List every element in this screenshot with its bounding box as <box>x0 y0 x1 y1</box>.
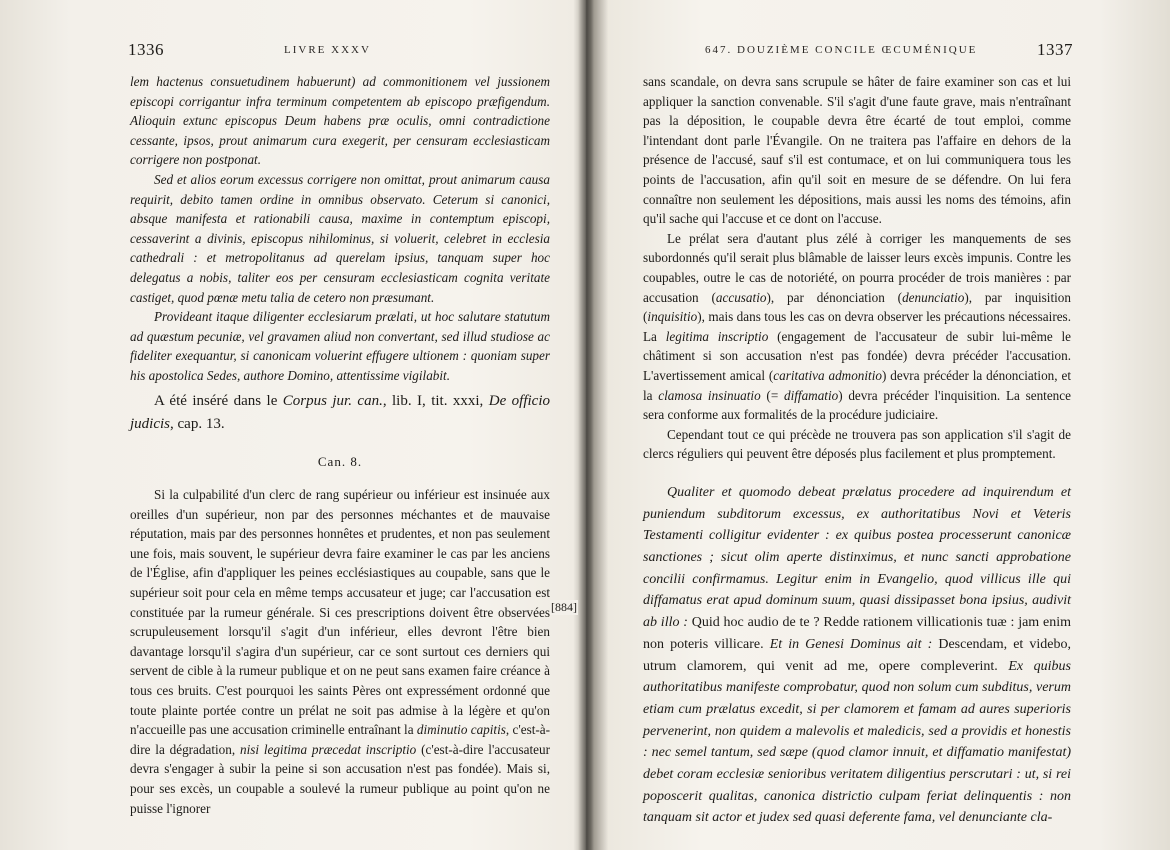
french-paragraph: sans scandale, on devra sans scrupule se hâter de faire examiner son cas et lui appliquer la sanction convenable. S'il s'agit d'une faute grave, mais n'entraînant pas la déposition, le coupable devra être écarté de tout emploi, comme l'intendant dont parle l'Évangile. On ne traitera pas l'affaire en dehors de la présence de l'accusé, sauf s'il est contumace, et on lui communiquera tous les points de l'accusation, afin qu'il soit en mesure de se défendre. On lui fera connaître non seulement les dépositions, mais aussi les noms des témoins, afin qu'il sache qui l'accuse et ce dont on l'accuse. <box>643 74 1071 227</box>
text-run: ), par dénonciation ( <box>766 289 903 305</box>
latin-term: diminutio capitis <box>416 722 506 738</box>
ref-source: De officio judicis <box>130 392 550 432</box>
text-run: Ex quibus authoritatibus manifeste comprobatur, quod non solum cum subditus, verum etiam cum prælatus excedit, si per clamorem et famam ad aures superioris pervenerint, non quidem a malevolis et maledicis, sed a providis et honestis : nec semel tantum, sed sæpe (quod clamor innuit, et diffamatio manifestat) debet coram ecclesiæ senioribus veritatem diligentius perscrutari : ut, si rei poposcerit qualitas, canonica districtio culpam feriat delinquentis : non tanquam sit actor et judex sed quasi deferente fama, vel denunciante cla- <box>643 658 1071 826</box>
ref-text: , cap. 13. <box>170 415 225 432</box>
text-run: Et in Genesi Dominus ait : <box>763 636 939 652</box>
ref-text: , lib. I, tit. xxxi, <box>382 392 489 409</box>
text-run: Le prélat sera d'autant plus zélé à corriger les manquements de ses subordonnés qu'il serait plus blâmable de laisser leurs excès impunis. Contre les coupables, outre le cas de notoriété, on pourra procéder de trois manières : par accusation ( <box>643 230 1071 305</box>
ref-text: A été inséré dans le <box>154 392 283 409</box>
reference-note <box>130 390 550 436</box>
latin-paragraph: Provideant itaque diligenter ecclesiarum prælati, ut hoc salutare statutum ad quæstum pecuniæ, vel gravamen aliud non convertant, sed illud studiose ac fideliter exequantur, si canonicam voluerint effugere ultionem : quoniam super his apostolica Sedes, authore Domino, attentissime vigilabit. <box>130 309 550 383</box>
text-run: (c'est-à-dire l'accusateur devra s'engager à subir la peine si son accusation n'est pas fondée). Mais si, pour ses excès, un coupable a soulevé la rumeur publique au point qu'on ne puisse l'ignorer <box>130 741 550 816</box>
quotation: Descendam, et videbo, utrum clamorem, qui venit ad me, opere compleverint. <box>643 636 1071 674</box>
latin-term: nisi legitima præcedat inscriptio <box>239 741 417 757</box>
quotation: Quid hoc audio de te ? Redde rationem villicationis tuæ : jam enim non poteris villicare. <box>643 615 1071 652</box>
latin-term: caritativa admonitio <box>773 367 882 383</box>
latin-term: accusatio <box>715 289 767 305</box>
text-run: Qualiter et quomodo debeat prælatus procedere ad inquirendum et puniendum subditorum excessus, ex authoritatibus Novi et Veteris Testamenti colligitur evidenter : ex quibus postea processerunt canonicæ sanctiones ; sicut olim aperte distinximus, et nunc sancti approbatione concilii confirmamus. Legitur enim in Evangelio, quod villicus ille qui diffamatus erat apud dominum suum, quasi dissipasset bona ipsius, audivit ab illo : <box>643 484 1071 631</box>
right-body <box>643 72 1071 829</box>
latin-paragraph: Sed et alios eorum excessus corrigere non omittat, prout animarum causa requirit, debito tamen ordine in omnibus observato. Ceterum si canonici, absque manifesta et rationabili causa, maxime in contemptum episcopi, cessaverint a divinis, episcopus nihilominus, si voluerit, celebret in ecclesia cathedrali : et metropolitanus ad querelam ipsius, tanquam super hoc delegatus a nobis, taliter eos per censuram ecclesiasticam cognita veritate castiget, quod pœnæ metu talia de cetero non præsumant. <box>130 171 550 305</box>
text-run: ), par inquisition ( <box>643 289 1071 325</box>
canon-heading: Can. 8. <box>317 453 363 469</box>
margin-reference: [884] <box>551 600 577 614</box>
text-run: ), mais dans tous les cas on devra observer les précautions nécessaires. La <box>643 309 1071 344</box>
latin-paragraph <box>643 482 1071 829</box>
text-run: ) devra précéder l'inquisition. La sentence sera conforme aux formalités de la procédure judiciaire. <box>643 387 1071 423</box>
running-head: 647. DOUZIÈME CONCILE ŒCUMÉNIQUE <box>705 44 978 56</box>
latin-term: diffamatio <box>784 387 839 403</box>
text-run: (= <box>760 387 784 403</box>
right-page <box>585 0 1170 850</box>
ref-source: Corpus jur. can. <box>282 392 383 409</box>
french-paragraph <box>643 229 1071 425</box>
latin-term: legitima inscriptio <box>665 328 769 344</box>
text-run: (engagement de l'accusateur de subir lui-même le châtiment si son accusation n'est pas fondée) devra précéder l'accusation. L'avertissement amical ( <box>643 328 1071 383</box>
french-paragraph <box>130 485 550 818</box>
latin-term: inquisitio <box>647 309 698 325</box>
text-run: Si la culpabilité d'un clerc de rang supérieur ou inférieur est insinuée aux oreilles d'un supérieur, non par des personnes méchantes et de mauvaise réputation, mais par des personnes honnêtes et prudentes, et non pas seulement une fois, mais souvent, le supérieur devra faire examiner le cas par les anciens de l'Église, afin d'appliquer les peines ecclésiastiques au coupable, sans que le supérieur soit pour cela en même temps accusateur et juge; car l'accusation est constituée par la rumeur générale. Si ces prescriptions doivent être observées scrupuleusement lorsqu'il s'agit d'un inférieur, elles devront l'être bien davantage lorsqu'il s'agira d'un supérieur, car ce sont surtout ces derniers qui servent de cible à la rumeur publique et on ne peut sans examen faire créance à tous ces bruits. C'est pourquoi les saints Pères ont expressément ordonné que toute plainte portée contre un prélat ne soit pas admise à la légère et qu'on n'accueille pas une accusation criminelle entraînant la <box>130 487 550 738</box>
text-run: , c'est-à-dire la dégradation, <box>130 722 550 757</box>
page-number: 1336 <box>128 40 164 59</box>
latin-paragraph: lem hactenus consuetudinem habuerunt) ad commonitionem vel jussionem episcopi corrigantur infra terminum competentem ab episcopo præfigendum. Alioquin extunc episcopus Deum habens præ oculis, omni contradictione cessante, ipsos, prout animarum cura exegerit, per censuram ecclesiasticam corrigere non postponat. <box>130 74 550 168</box>
latin-term: clamosa insinuatio <box>658 387 761 403</box>
text-run: ) devra précéder la dénonciation, et la <box>643 367 1071 403</box>
left-body <box>130 72 550 818</box>
latin-term: denunciatio <box>902 289 965 305</box>
page-number: 1337 <box>1037 40 1073 59</box>
french-paragraph: Cependant tout ce qui précède ne trouvera pas son application s'il s'agit de clercs réguliers qui peuvent être déposés plus facilement et plus promptement. <box>643 426 1071 462</box>
running-head: LIVRE XXXV <box>284 44 371 56</box>
